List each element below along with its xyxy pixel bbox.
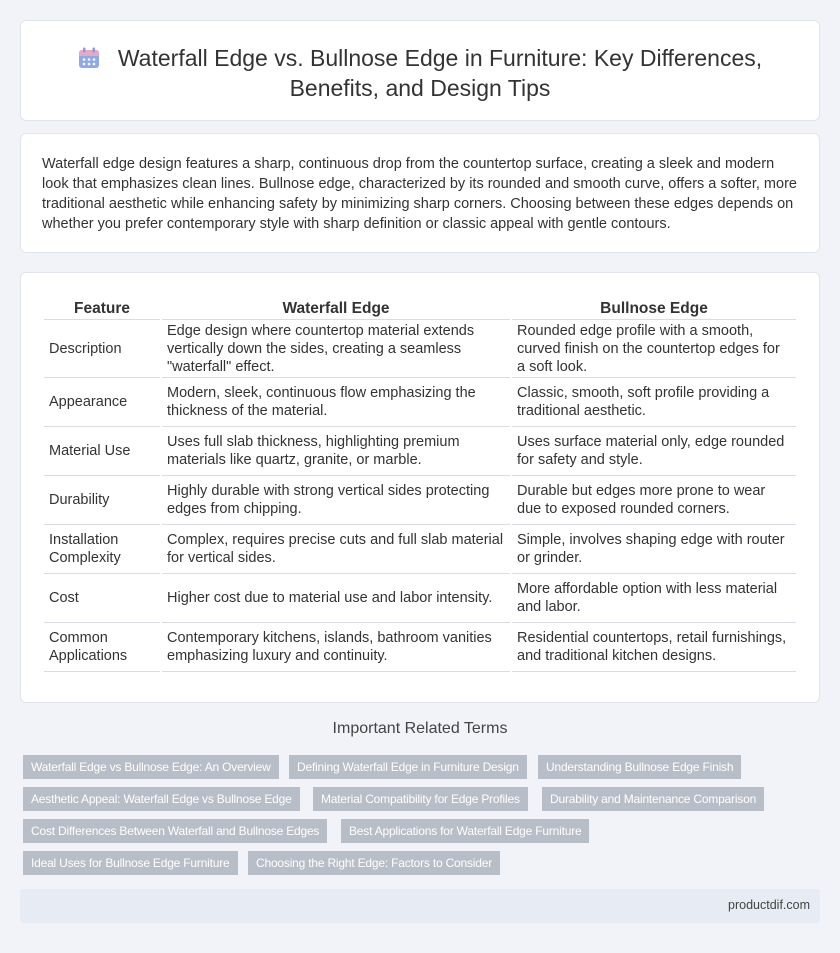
waterfall-cell: Higher cost due to material use and labor intensity. (162, 574, 510, 623)
related-tag[interactable]: Waterfall Edge vs Bullnose Edge: An Overview (23, 755, 279, 779)
header-card (20, 20, 820, 121)
table-row (44, 378, 796, 427)
column-header-bullnose: Bullnose Edge (512, 295, 796, 320)
bullnose-cell: Residential countertops, retail furnishings, and traditional kitchen designs. (512, 623, 796, 672)
footer (20, 889, 820, 923)
feature-cell: Installation Complexity (44, 525, 160, 574)
feature-cell: Common Applications (44, 623, 160, 672)
page-title-text: Waterfall Edge vs. Bullnose Edge in Furniture: Key Differences, Benefits, and Design Tips (117, 45, 763, 101)
related-tag[interactable]: Choosing the Right Edge: Factors to Consider (248, 851, 500, 875)
related-tag[interactable]: Durability and Maintenance Comparison (542, 787, 764, 811)
bullnose-cell: Classic, smooth, soft profile providing a traditional aesthetic. (512, 378, 796, 427)
table-row (44, 525, 796, 574)
waterfall-cell: Uses full slab thickness, highlighting premium materials like quartz, granite, or marble. (162, 427, 510, 476)
related-tag[interactable]: Material Compatibility for Edge Profiles (313, 787, 528, 811)
bullnose-cell: Durable but edges more prone to wear due to exposed rounded corners. (512, 476, 796, 525)
related-tag[interactable]: Best Applications for Waterfall Edge Furniture (341, 819, 589, 843)
comparison-table (42, 295, 798, 672)
header (21, 43, 819, 103)
bullnose-cell: Rounded edge profile with a smooth, curved finish on the countertop edges for a soft look. (512, 320, 796, 378)
footer-site-link[interactable]: productdif.com (728, 898, 810, 912)
page-title (21, 43, 819, 103)
table-row (44, 623, 796, 672)
intro-card (20, 133, 820, 253)
column-header-waterfall: Waterfall Edge (162, 295, 510, 320)
waterfall-cell: Contemporary kitchens, islands, bathroom vanities emphasizing luxury and continuity. (162, 623, 510, 672)
waterfall-cell: Edge design where countertop material extends vertically down the sides, creating a seamless "waterfall" effect. (162, 320, 510, 378)
bullnose-cell: Simple, involves shaping edge with router or grinder. (512, 525, 796, 574)
waterfall-cell: Complex, requires precise cuts and full slab material for vertical sides. (162, 525, 510, 574)
related-tag[interactable]: Cost Differences Between Waterfall and Bullnose Edges (23, 819, 327, 843)
feature-cell: Material Use (44, 427, 160, 476)
feature-cell: Cost (44, 574, 160, 623)
related-tag[interactable]: Defining Waterfall Edge in Furniture Design (289, 755, 527, 779)
table-row (44, 574, 796, 623)
bullnose-cell: Uses surface material only, edge rounded for safety and style. (512, 427, 796, 476)
intro-paragraph: Waterfall edge design features a sharp, continuous drop from the countertop surface, creating a sleek and modern look that emphasizes clean lines. Bullnose edge, characterized by its rounded and smooth curve, offers a softer, more traditional aesthetic while enhancing safety by minimizing sharp corners. Choosing between these edges depends on whether you prefer contemporary style with sharp definition or classic appeal with gentle contours. (42, 156, 797, 232)
waterfall-cell: Modern, sleek, continuous flow emphasizing the thickness of the material. (162, 378, 510, 427)
table-row (44, 476, 796, 525)
table-row (44, 427, 796, 476)
related-tag[interactable]: Ideal Uses for Bullnose Edge Furniture (23, 851, 238, 875)
feature-cell: Description (44, 320, 160, 378)
calendar-icon (78, 46, 100, 68)
feature-cell: Appearance (44, 378, 160, 427)
feature-cell: Durability (44, 476, 160, 525)
comparison-table-card (20, 272, 820, 703)
waterfall-cell: Highly durable with strong vertical sides protecting edges from chipping. (162, 476, 510, 525)
related-tag[interactable]: Aesthetic Appeal: Waterfall Edge vs Bullnose Edge (23, 787, 300, 811)
table-header-row (44, 295, 796, 320)
column-header-feature: Feature (44, 295, 160, 320)
table-row (44, 320, 796, 378)
related-tag[interactable]: Understanding Bullnose Edge Finish (538, 755, 741, 779)
bullnose-cell: More affordable option with less material and labor. (512, 574, 796, 623)
related-terms-heading: Important Related Terms (332, 720, 508, 737)
